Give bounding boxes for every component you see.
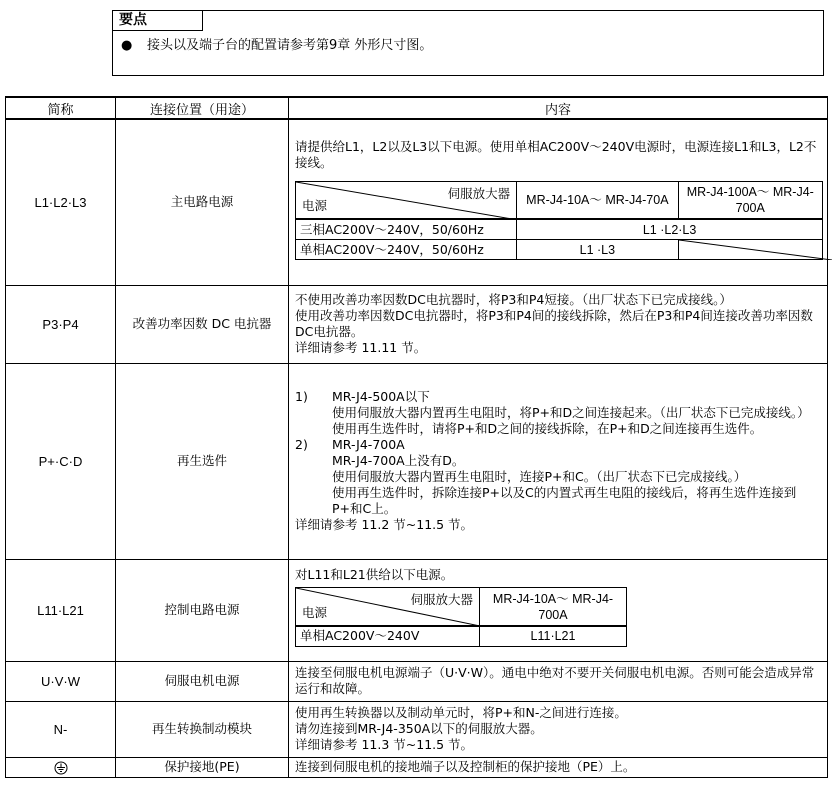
row-line: 请勿连接到MR-J4-350A以下的伺服放大器。: [295, 721, 543, 736]
row-position: 再生转换制动模块: [116, 701, 289, 757]
row-line: 使用再生选件时，请将P+和D之间的接线拆除，在P+和D之间连接再生选件。: [332, 421, 763, 436]
model-col-1: MR-J4-10A～ MR-J4-70A: [517, 181, 678, 219]
corner-bottom-label: 电源: [302, 604, 328, 620]
table-row: [6, 757, 828, 777]
model-col-1: MR-J4-10A～ MR-J4-700A: [480, 588, 627, 626]
supply-value: L11·L21: [480, 626, 627, 647]
table-header-row: [6, 97, 828, 119]
supply-value: L1 ·L2·L3: [517, 219, 823, 240]
row-line: 不使用改善功率因数DC电抗器时，将P3和P4短接。（出厂状态下已完成接线。）: [295, 292, 732, 307]
supply-label: 三相AC200V～240V，50/60Hz: [296, 219, 517, 240]
row-line: 使用再生转换器以及制动单元时，将P+和N-之间进行连接。: [295, 705, 627, 720]
row-line: MR-J4-700A上没有D。: [332, 453, 465, 468]
table-row: [6, 285, 828, 363]
control-power-table: [295, 587, 627, 647]
table-row: [6, 559, 828, 661]
row-content: [289, 701, 828, 757]
row-line: [295, 389, 823, 405]
row-abbr: P3·P4: [6, 285, 116, 363]
row-abbr: U·V·W: [6, 661, 116, 701]
table-row: [6, 363, 828, 559]
bullet-icon: ●: [121, 38, 133, 53]
supply-label: 单相AC200V～240V，50/60Hz: [296, 240, 517, 260]
row-content: [289, 363, 828, 559]
row-abbr: N-: [6, 701, 116, 757]
supply-value: L1 ·L3: [517, 240, 678, 260]
corner-cell: [296, 181, 517, 219]
row-line: 详细请参考 11.2 节~11.5 节。: [295, 517, 474, 532]
row-abbr-icon-cell: [6, 757, 116, 777]
item-title: MR-J4-700A: [332, 437, 405, 452]
row-position: 控制电路电源: [116, 559, 289, 661]
item-title: MR-J4-500A以下: [332, 389, 430, 404]
row-position: 伺服电机电源: [116, 661, 289, 701]
row-content: 连接到伺服电机的接地端子以及控制柜的保护接地（PE）上。: [289, 757, 828, 777]
row-position: 再生选件: [116, 363, 289, 559]
row-position: 改善功率因数 DC 电抗器: [116, 285, 289, 363]
row-line: 使用伺服放大器内置再生电阻时，将P+和D之间连接起来。（出厂状态下已完成接线。）: [332, 405, 810, 420]
table-row: [6, 701, 828, 757]
row-line: 使用再生选件时，拆除连接P+以及C的内置式再生电阻的接线后，将再生选件连接到P+和C上。: [332, 485, 797, 516]
keypoint-text: 接头以及端子台的配置请参考第9章 外形尺寸图。: [147, 38, 433, 53]
corner-bottom-label: 电源: [302, 198, 328, 213]
row-line: 详细请参考 11.3 节~11.5 节。: [295, 737, 474, 752]
row-intro: 请提供给L1，L2以及L3以下电源。使用单相AC200V～240V电源时，电源连接L1和L3，L2不接线。: [295, 138, 817, 170]
model-col-2: MR-J4-100A～ MR-J4-700A: [678, 181, 822, 219]
keypoint-box: [112, 10, 824, 76]
row-position: 主电路电源: [116, 119, 289, 285]
row-line: 使用伺服放大器内置再生电阻时，连接P+和C。（出厂状态下已完成接线。）: [332, 469, 747, 484]
not-applicable-cell: [678, 240, 822, 260]
row-abbr: P+·C·D: [6, 363, 116, 559]
power-spec-table: [295, 181, 823, 261]
row-line: [295, 437, 823, 453]
keypoint-line: [121, 37, 432, 55]
row-abbr: L1·L2·L3: [6, 119, 116, 285]
row-position: 保护接地(PE): [116, 757, 289, 777]
protective-earth-icon: [54, 759, 68, 774]
table-row: [6, 661, 828, 701]
row-content: [289, 119, 828, 285]
corner-top-label: 伺服放大器: [410, 592, 473, 608]
row-content: 连接至伺服电机电源端子（U·V·W）。通电中绝对不要开关伺服电机电源。否则可能会造成异常运行和故障。: [289, 661, 828, 701]
header-content: 内容: [289, 97, 828, 119]
row-line: 使用改善功率因数DC电抗器时，将P3和P4间的接线拆除，然后在P3和P4间连接改善功率因数DC电抗器。: [295, 308, 813, 339]
row-abbr: L11·L21: [6, 559, 116, 661]
connection-table: [5, 96, 828, 778]
item-number: 1): [295, 389, 308, 404]
keypoint-label: 要点: [113, 11, 203, 31]
row-line: 详细请参考 11.11 节。: [295, 340, 427, 355]
supply-label: 单相AC200V～240V: [296, 626, 480, 647]
row-intro: 对L11和L21供给以下电源。: [295, 567, 454, 583]
corner-cell: [296, 588, 480, 626]
row-content: [289, 285, 828, 363]
row-content: [289, 559, 828, 661]
table-row: [6, 119, 828, 285]
corner-top-label: 伺服放大器: [447, 185, 511, 201]
item-number: 2): [295, 437, 308, 452]
header-abbr: 简称: [6, 97, 116, 119]
header-position: 连接位置（用途）: [116, 97, 289, 119]
